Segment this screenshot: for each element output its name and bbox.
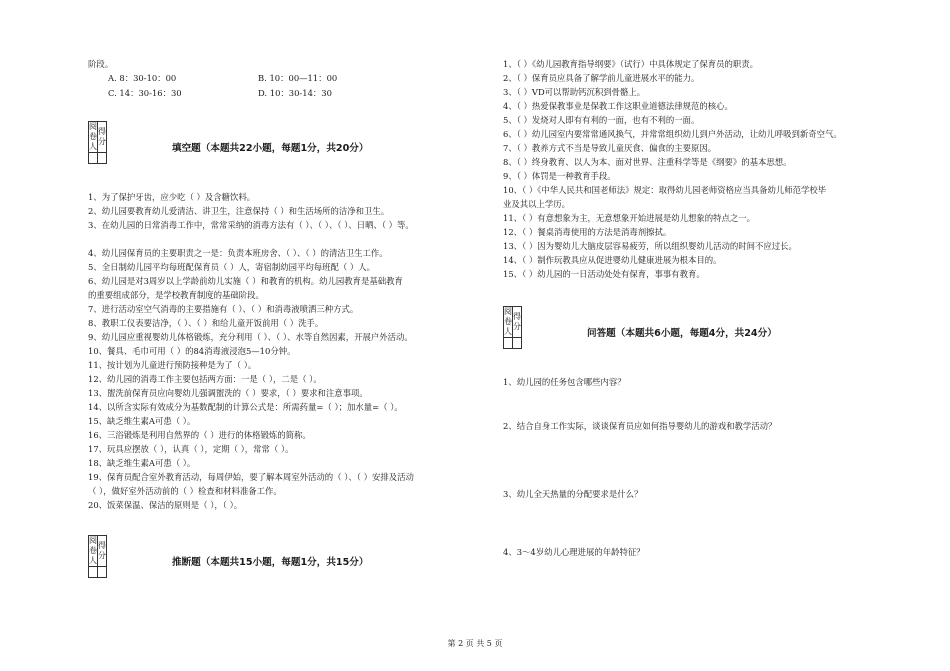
fill-item: 15、缺乏维生素A可患（ ）。	[88, 416, 196, 426]
page-footer: 第 2 页 共 5 页	[447, 639, 503, 648]
score-cell-grader	[89, 153, 98, 164]
score-box-qa	[503, 306, 522, 349]
judge-item: 2、（ ）保育员应具备了解学前儿童进展水平的能力。	[503, 73, 700, 83]
fill-item: 12、幼儿园的消毒工作主要包括两方面：一是（ ），二是（ ）。	[88, 374, 322, 384]
fill-item: 19、保育员配合室外教育活动，每周伊始，要了解本周室外活动的（ ）、（ ）安排及活动	[88, 472, 414, 482]
score-header-grader: 阅卷人	[89, 122, 97, 151]
fill-section-title: 填空题（本题共22小题，每题1分，共20分）	[172, 143, 369, 154]
fill-item: 的重要组成部分，是学校教育制度的基础阶段。	[88, 290, 264, 300]
score-cell-score	[513, 338, 522, 349]
fill-item: 17、玩具应摆放（ ），认真（ ），定期（ ），常常（ ）。	[88, 444, 294, 454]
fill-item: 5、全日制幼儿园平均每班配保育员（ ）人，寄宿制幼园平均每班配（ ）人。	[88, 262, 376, 272]
fill-item: 8、教职工仪表要洁净，（ ）、（ ）和给儿童开饭前用（ ）洗手。	[88, 318, 324, 328]
judge-item: 15、（ ）幼儿园的一日活动处处有保育，事事有教育。	[503, 269, 705, 279]
judge-item: 10、（ ）《中华人民共和国老师法》规定：取得幼儿园老师资格应当具备幼儿师范学校毕	[503, 185, 827, 195]
judge-item: 3、（ ）VD可以帮助钙沉积到骨骼上。	[503, 87, 646, 97]
fill-item: 3、在幼儿园的日常消毒工作中，常常采纳的消毒方法有（ ）、（ ）、（ ）、日晒、（ ）等。	[88, 220, 414, 230]
qa-item: 1、幼儿园的任务包含哪些内容？	[503, 377, 626, 387]
judge-item: 4、（ ）热爱保教事业是保教工作这职业道德法律规范的核心。	[503, 101, 733, 111]
judge-item: 14、（ ）制作玩教具应从促进婴幼儿健康进展为根本目的。	[503, 255, 722, 265]
judge-item: 5、（ ）发烧对人即有有利的一面，也有不利的一面。	[503, 115, 700, 125]
fill-item: 18、缺乏维生素A可患（ ）。	[88, 458, 196, 468]
judge-item: 6、（ ）幼儿园室内要常常通风换气，并常常组织幼儿到户外活动，让幼儿呼吸到新奇空气。	[503, 129, 842, 139]
score-cell-grader	[89, 567, 98, 578]
score-header-score: 得分	[98, 122, 107, 153]
fill-item: 6、幼儿园是对3周岁以上学龄前幼儿实施（ ）和教育的机构。幼儿园教育是基础教育	[88, 276, 403, 286]
fill-item: 16、三浴锻炼是利用自然界的（ ）进行的体格锻炼的简称。	[88, 430, 311, 440]
score-header-score: 得分	[98, 536, 107, 567]
qa-item: 2、结合自身工作实际，谈谈保育员应如何指导婴幼儿的游戏和教学活动？	[503, 421, 777, 431]
fill-item: 7、进行活动室空气消毒的主要措施有（ ）、（ ）和消毒液喷洒三种方式。	[88, 304, 359, 314]
score-header-grader: 阅卷人	[89, 536, 97, 565]
fill-item: 1、为了保护牙齿，应少吃（ ）及含糖饮料。	[88, 192, 256, 202]
option-c: C. 14：30-16：30	[108, 88, 182, 98]
qa-item: 3、幼儿全天热量的分配要求是什么？	[503, 489, 643, 499]
option-a: A. 8：30-10：00	[108, 73, 177, 83]
judge-item: 11、（ ）有意想象为主，无意想象开始进展是幼儿想象的特点之一。	[503, 213, 755, 223]
fill-item: 2、幼儿园要教育幼儿爱清洁、讲卫生，注意保持（ ）和生活场所的洁净和卫生。	[88, 206, 390, 216]
fill-item: 13、盥洗前保育员应向婴幼儿强调盥洗的（ ）要求，（ ）要求和注意事项。	[88, 388, 368, 398]
fill-item: 9、幼儿园应重视婴幼儿体格锻炼，充分利用（ ）、（ ）、水等自然因素，开展户外活动。	[88, 332, 413, 342]
fill-item: （ ），做好室外活动前的（ ）检查和材料准备工作。	[88, 486, 282, 496]
score-box-judge	[88, 535, 107, 578]
intro-text: 阶段。	[88, 59, 114, 69]
judge-section-title: 推断题（本题共15小题，每题1分，共15分）	[172, 557, 369, 568]
score-cell-grader	[504, 338, 513, 349]
option-b: B. 10：00—11：00	[258, 73, 338, 83]
option-d: D. 10：30-14：30	[258, 88, 332, 98]
fill-item: 10、餐具、毛巾可用（ ）的84消毒液浸泡5—10分钟。	[88, 346, 296, 356]
score-cell-score	[98, 153, 107, 164]
score-header-grader: 阅卷人	[504, 307, 512, 336]
judge-item: 9、（ ）体罚是一种教育手段。	[503, 171, 616, 181]
fill-item: 20、饭菜保温、保洁的原则是（ ），（ ）。	[88, 500, 243, 510]
judge-item: 1、（ ）《幼儿园教育指导纲要》（试行）中具体规定了保育员的职责。	[503, 59, 759, 69]
fill-item: 4、幼儿园保育员的主要职责之一是：负责本班房舍、（ ）、（ ）的清洁卫生工作。	[88, 248, 388, 258]
judge-item: 业及其以上学历。	[503, 199, 570, 209]
judge-item: 12、（ ）餐桌消毒使用的方法是消毒剂擦拭。	[503, 227, 672, 237]
qa-item: 4、3～4岁幼儿心理进展的年龄特征？	[503, 547, 645, 557]
judge-item: 13、（ ）因为婴幼儿大脑皮层容易疲劳，所以组织婴幼儿活动的时间不应过长。	[503, 241, 797, 251]
score-header-score: 得分	[513, 307, 522, 338]
fill-item: 11、按计划为儿童进行预防接种是为了（ ）。	[88, 360, 257, 370]
score-cell-score	[98, 567, 107, 578]
qa-section-title: 问答题（本题共6小题，每题4分，共24分）	[587, 328, 777, 339]
judge-item: 8、（ ）终身教育、以人为本、面对世界、注重科学等是《纲要》的基本思想。	[503, 157, 792, 167]
score-box-fill	[88, 121, 107, 164]
fill-item: 14、以所含实际有效成分为基数配制的计算公式是：所需药量=（ ）；加水量=（ ）。	[88, 402, 403, 412]
judge-item: 7、（ ）教养方式不当是导致儿童厌食、偏食的主要原因。	[503, 143, 717, 153]
